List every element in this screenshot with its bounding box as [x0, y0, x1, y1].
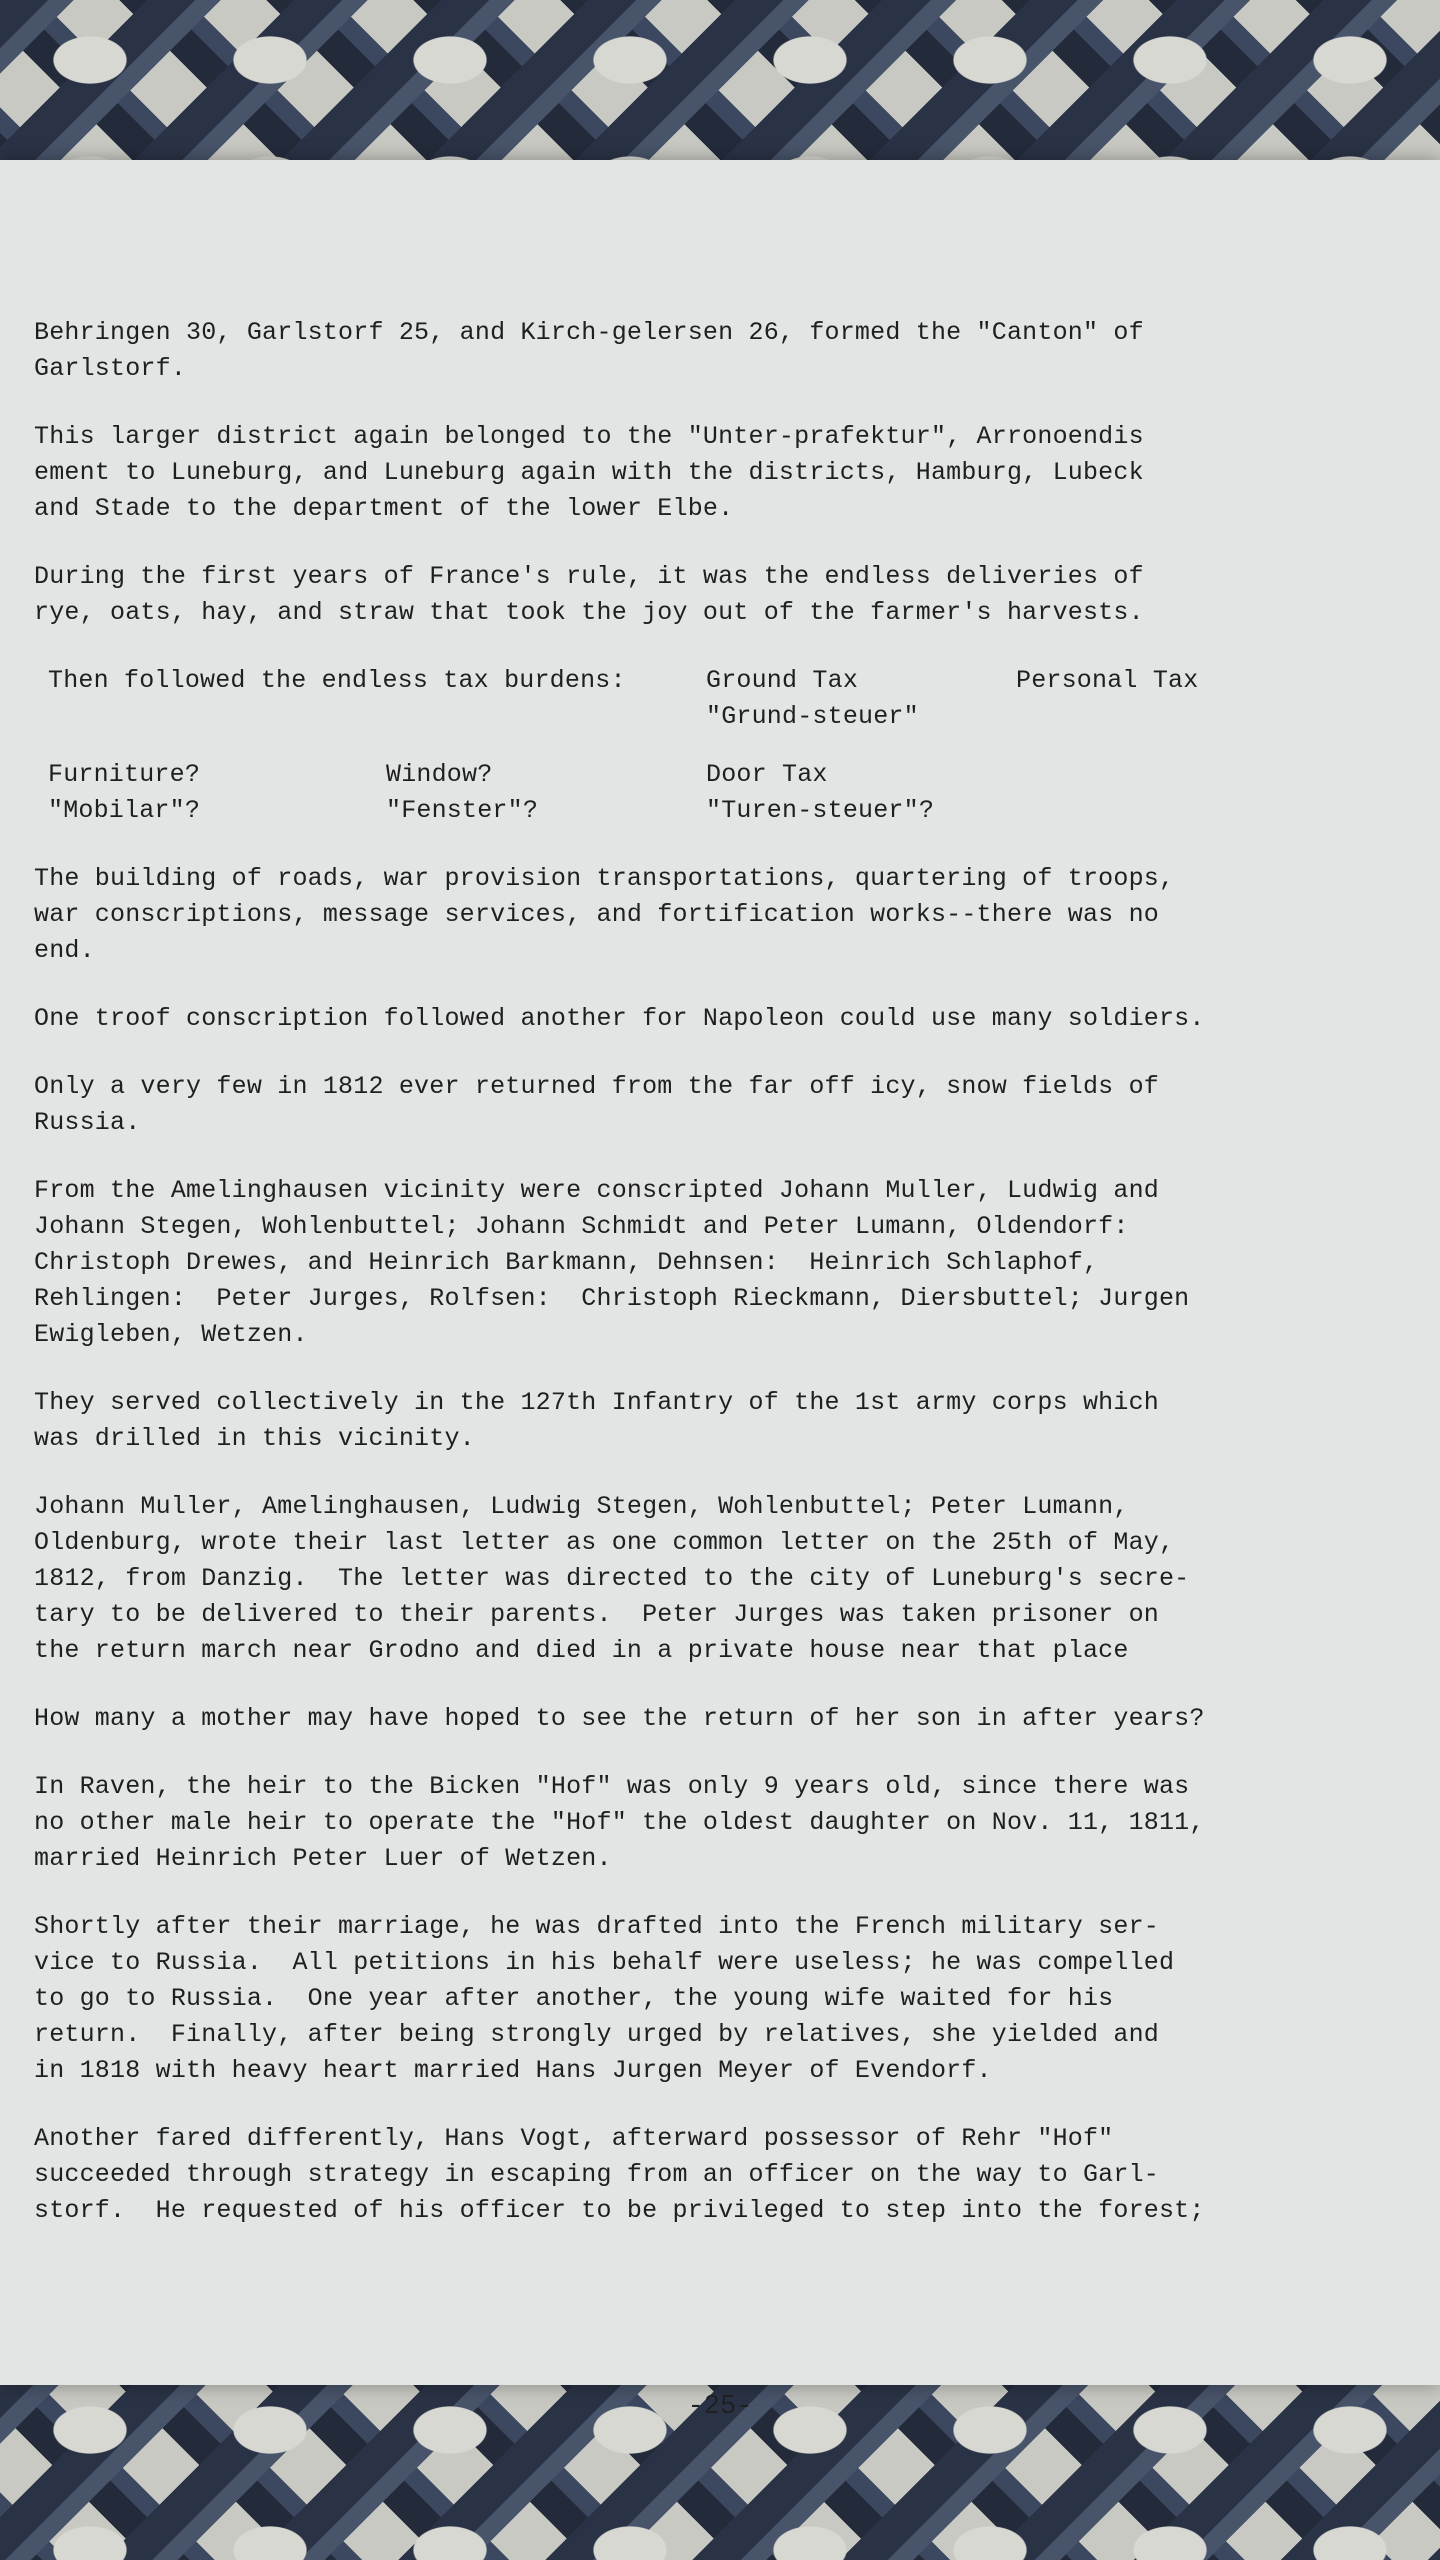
page-body — [34, 315, 1384, 2259]
paragraph-marriage: Shortly after their marriage, he was drafted into the French military ser- vice to Russia. All petitions in his behalf were useless; he was compelled to go to Russia. One year after another, the young wife waited for his return. Finally, after being strongly urged by relatives, she yielded and in 1818 with heavy heart married Hans Jurgen Meyer of Evendorf. — [34, 1912, 1175, 2085]
woven-background-top — [0, 0, 1440, 175]
furniture-tax-german: "Mobilar"? — [48, 796, 201, 825]
paragraph-unter-prafektur: This larger district again belonged to the "Unter-prafektur", Arronoendis ement to Luneburg, and Luneburg again with the districts, Hamburg, Lubeck and Stade to the department of the lower Elbe. — [34, 422, 1144, 523]
paragraph-russia: Only a very few in 1812 ever returned from the far off icy, snow fields of Russia. — [34, 1072, 1159, 1137]
tax-intro: Then followed the endless tax burdens: — [48, 666, 626, 695]
paragraph-mother: How many a mother may have hoped to see the return of her son in after years? — [34, 1704, 1205, 1733]
paragraph-conscripted-names: From the Amelinghausen vicinity were conscripted Johann Muller, Ludwig and Johann Stegen, Wohlenbuttel; Johann Schmidt and Peter Lumann, Oldendorf: Christoph Drewes, and Heinrich Barkmann, Dehnsen: Heinrich Schlaphof, Rehlingen: Peter Jurges, Rolfsen: Christoph Rieckmann, Diersbuttel; Jurgen Ewigleben, Wetzen. — [34, 1176, 1190, 1349]
tax-burdens-row — [34, 663, 1384, 735]
document-page — [0, 160, 1440, 2422]
ground-tax-german: "Grund-steuer" — [706, 702, 919, 731]
window-tax: Window? — [386, 760, 493, 789]
window-tax-german: "Fenster"? — [386, 796, 539, 825]
door-tax: Door Tax — [706, 760, 828, 789]
paragraph-roads: The building of roads, war provision transportations, quartering of troops, war conscriptions, message services, and fortification works--there was no end. — [34, 864, 1175, 965]
furniture-tax: Furniture? — [48, 760, 201, 789]
paragraph-conscription: One troof conscription followed another for Napoleon could use many soldiers. — [34, 1004, 1205, 1033]
paragraph-canton: Behringen 30, Garlstorf 25, and Kirch-gelersen 26, formed the "Canton" of Garlstorf. — [34, 318, 1144, 383]
tax-types-row — [34, 757, 1384, 829]
paragraph-infantry: They served collectively in the 127th Infantry of the 1st army corps which was drilled in this vicinity. — [34, 1388, 1159, 1453]
door-tax-german: "Turen-steuer"? — [706, 796, 935, 825]
personal-tax: Personal Tax — [1016, 666, 1199, 695]
paragraph-last-letter: Johann Muller, Amelinghausen, Ludwig Stegen, Wohlenbuttel; Peter Lumann, Oldenburg, wrote their last letter as one common letter on the 25th of May, 1812, from Danzig. The letter was directed to the city of Luneburg's secre- tary to be delivered to their parents. Peter Jurges was taken prisoner on the return march near Grodno and died in a private house near that place — [34, 1492, 1190, 1665]
paragraph-hans-vogt: Another fared differently, Hans Vogt, afterward possessor of Rehr "Hof" succeeded through strategy in escaping from an officer on the way to Garl- storf. He requested of his officer to be privileged to step into the forest; — [34, 2124, 1205, 2225]
paragraph-deliveries: During the first years of France's rule, it was the endless deliveries of rye, oats, hay, and straw that took the joy out of the farmer's harvests. — [34, 562, 1144, 627]
page-number: -25- — [687, 2392, 753, 2422]
paragraph-raven-heir: In Raven, the heir to the Bicken "Hof" was only 9 years old, since there was no other male heir to operate the "Hof" the oldest daughter on Nov. 11, 1811, married Heinrich Peter Luer of Wetzen. — [34, 1772, 1205, 1873]
ground-tax: Ground Tax — [706, 666, 859, 695]
